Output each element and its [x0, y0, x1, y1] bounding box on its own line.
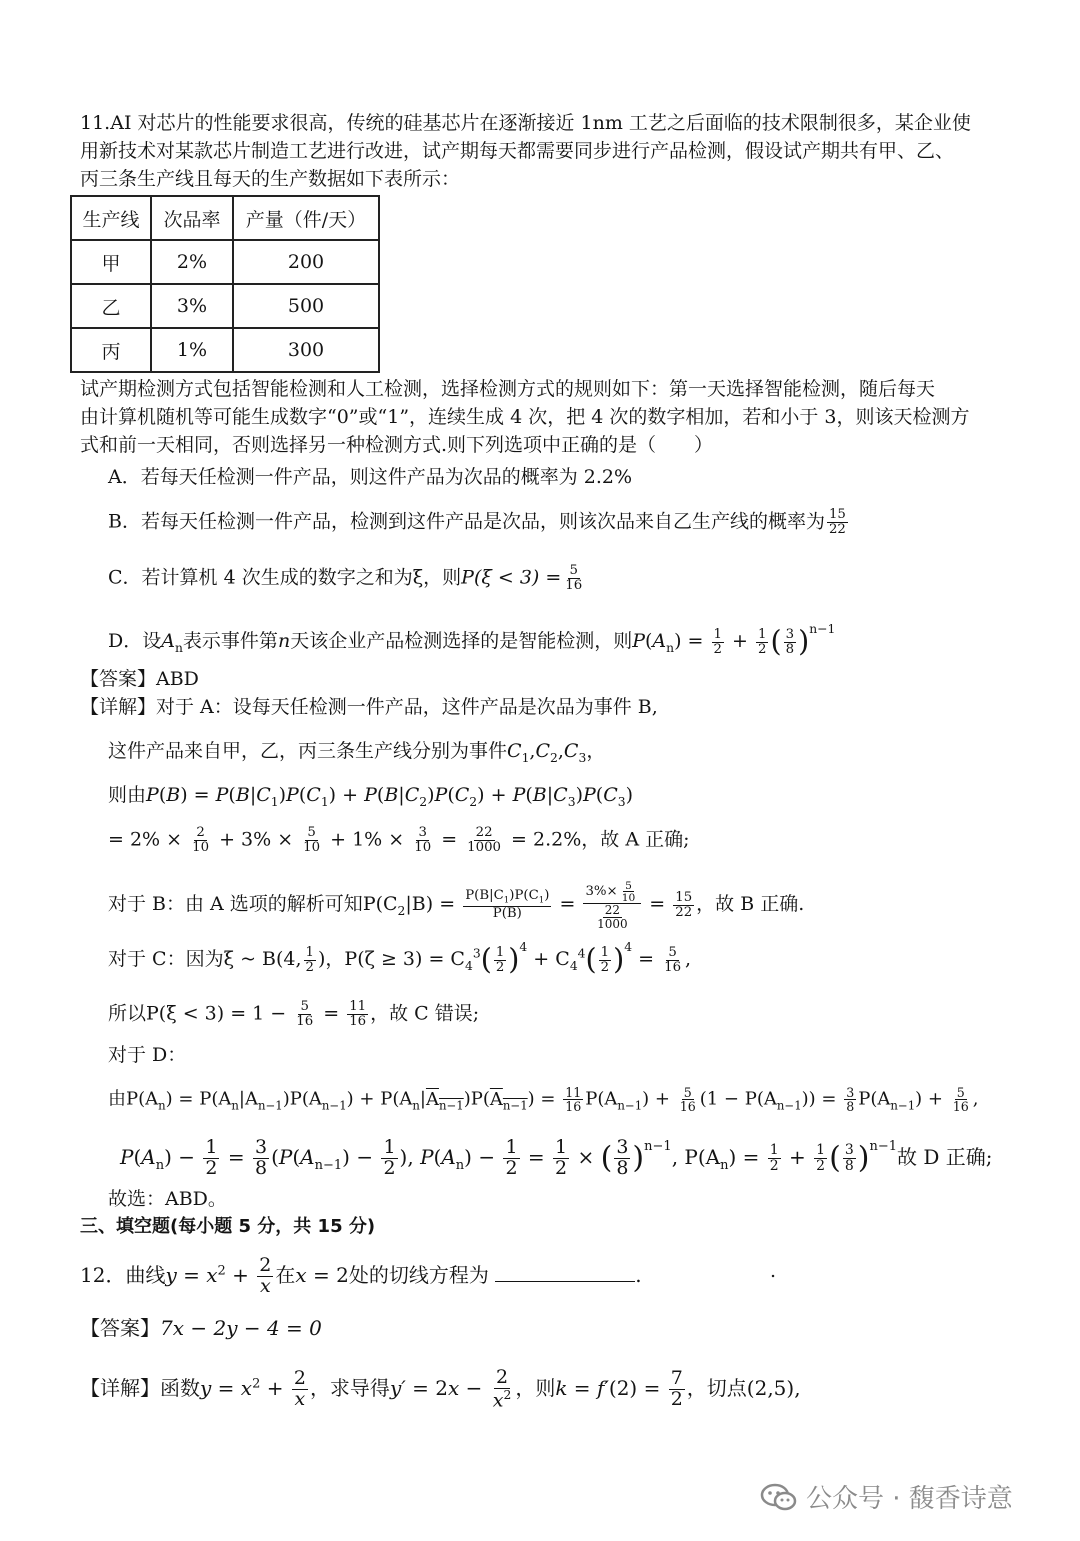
- table-row: [71, 240, 379, 284]
- detail-11-a: 【详解】对于 A：设每天任检测一件产品，这件产品是次品为事件 B,: [80, 696, 658, 718]
- table-cell: 3%: [151, 284, 233, 328]
- answer-11: 【答案】ABD: [80, 668, 199, 690]
- q11-line1: 11.AI 对芯片的性能要求很高，传统的硅基芯片在逐渐接近 1nm 工艺之后面临的技术限制很多，某企业使: [80, 112, 971, 134]
- detail-11-total-prob: 则由$P(B) = P(B|C_1)P(C_1) + P(B|C_2)P(C_2) + P(B|C_3)P(C_3)$: [108, 784, 634, 809]
- table-header-cell: 次品率: [151, 196, 233, 240]
- option-b: [108, 508, 850, 537]
- table-header-cell: 生产线: [71, 196, 151, 240]
- option-b-fraction: $\frac{15}{22}$: [828, 507, 846, 537]
- option-c-text: C．若计算机 4 次生成的数字之和为ξ，则: [108, 566, 462, 589]
- table-header-row: [71, 196, 379, 240]
- table-cell: 乙: [71, 284, 151, 328]
- detail-11-b: 对于 B：由 A 选项的解析可知$P(C_2|B)$ = $\frac{P(B|C_1)P(C_1)}{P(B)}$ = 3%× $\frac{5}{10}$ $\frac{22}{1000}$ = $\frac{15}{22}$ ，故 B 正确.: [108, 879, 805, 931]
- q12-stem: 12．曲线$y = x^2$ + $\frac{2}{x}$ 在x = 2处的切线方程为 .: [80, 1254, 642, 1297]
- table-cell: 甲: [71, 240, 151, 284]
- option-c: [108, 564, 586, 593]
- option-a: A．若每天任检测一件产品，则这件产品为次品的概率为 2.2%: [108, 466, 633, 488]
- option-c-expr: P(ξ < 3) =: [461, 566, 562, 589]
- table-cell: 200: [233, 240, 379, 284]
- detail-11-d-label: 对于 D：: [108, 1044, 187, 1066]
- section-3-heading: 三、填空题(每小题 5 分，共 15 分): [80, 1216, 376, 1237]
- detail-11-d-result: $P(A_n)$ − $\frac{1}{2}$ = $\frac{3}{8}$ ($P(A_{n-1})$ − $\frac{1}{2}$ ), $P(A_n)$ − $\frac{1}{2}$ = $\frac{1}{2}$ × ( $\frac{3}{8}$ )$^{n-1}$, $P(A_n)$ = $\frac{1}{2}$ + $\frac{1}{2}$ ( $\frac{3}{8}$ )$^{n-1}$故 D 正确;: [120, 1136, 993, 1179]
- detail-11-c2: 所以P(ξ < 3) = 1 − $\frac{5}{16}$ = $\frac{11}{16}$ ，故 C 错误;: [108, 999, 480, 1029]
- q11-rule3: 式和前一天相同，否则选择另一种检测方式.则下列选项中正确的是（ ）: [80, 434, 714, 456]
- table-header-cell: 产量（件/天）: [233, 196, 379, 240]
- production-table: [70, 195, 380, 373]
- detail-11-c: 对于 C：因为ξ ~ B(4, $\frac{1}{2}$ )，$P(\zeta \ge 3) = C_4^3$( $\frac{1}{2}$ )$^4 + C_4^4$( $\frac{1}{2}$ )$^4$ = $\frac{5}{16}$ ,: [108, 940, 692, 977]
- watermark-text: 公众号 · 馥香诗意: [806, 1484, 1013, 1514]
- table-cell: 丙: [71, 328, 151, 372]
- detail-11-events: 这件产品来自甲，乙，丙三条生产线分别为事件$C_1,C_2,C_3$，: [108, 740, 606, 765]
- option-c-fraction: $\frac{5}{16}$: [565, 563, 583, 593]
- q12-answer: 【答案】7x − 2y − 4 = 0: [80, 1316, 322, 1340]
- table-row: [71, 284, 379, 328]
- table-cell: 500: [233, 284, 379, 328]
- choose-11: 故选：ABD。: [108, 1188, 227, 1210]
- table-cell: 2%: [151, 240, 233, 284]
- option-d: D．设$A_n$表示事件第n天该企业产品检测选择的是智能检测，则$P(A_n)$ = $\frac{1}{2}$ + $\frac{1}{2}$ ( $\frac{3}{8}$ )$^{n-1}$: [108, 622, 836, 659]
- table-row: [71, 328, 379, 372]
- q11-line2: 用新技术对某款芯片制造工艺进行改进，试产期每天都需要同步进行产品检测，假设试产期共有甲、乙、: [80, 140, 955, 162]
- answer-blank[interactable]: [495, 1263, 635, 1282]
- option-b-text: B．若每天任检测一件产品，检测到这件产品是次品，则该次品来自乙生产线的概率为: [108, 510, 825, 533]
- q11-line3: 丙三条生产线且每天的生产数据如下表所示：: [80, 168, 461, 190]
- wechat-icon: [760, 1482, 798, 1512]
- detail-11-calc: = 2% × $\frac{2}{10}$ + 3% × $\frac{5}{10}$ + 1% × $\frac{3}{10}$ = $\frac{22}{1000}$ = 2.2%，故 A 正确;: [108, 825, 690, 855]
- q11-rule1: 试产期检测方式包括智能检测和人工检测，选择检测方式的规则如下：第一天选择智能检测，随后每天: [80, 378, 936, 400]
- table-cell: 300: [233, 328, 379, 372]
- watermark: [760, 1478, 1013, 1515]
- detail-11-d-recursion: 由$P(A_n) = P(A_n|A_{n-1})P(A_{n-1}) + P(A_n|A_{n-1})P(A_{n-1})$ = $\frac{11}{16}$ $P(A_{n-1})$ + $\frac{5}{16}$ $(1 - P(A_{n-1}))$ = $\frac{3}{8}$ $P(A_{n-1})$ + $\frac{5}{16}$ ,: [108, 1085, 979, 1115]
- q12-detail: 【详解】函数$y = x^2$ + $\frac{2}{x}$ ，求导得y′ = 2x − $\frac{2}{x^2}$ ，则k = f′(2) = $\frac{7}{2}$ ，切点(2,5),: [80, 1366, 801, 1412]
- dot-mark: .: [770, 1260, 777, 1282]
- q11-rule2: 由计算机随机等可能生成数字“0”或“1”，连续生成 4 次，把 4 次的数字相加，若和小于 3，则该天检测方: [80, 406, 970, 428]
- table-cell: 1%: [151, 328, 233, 372]
